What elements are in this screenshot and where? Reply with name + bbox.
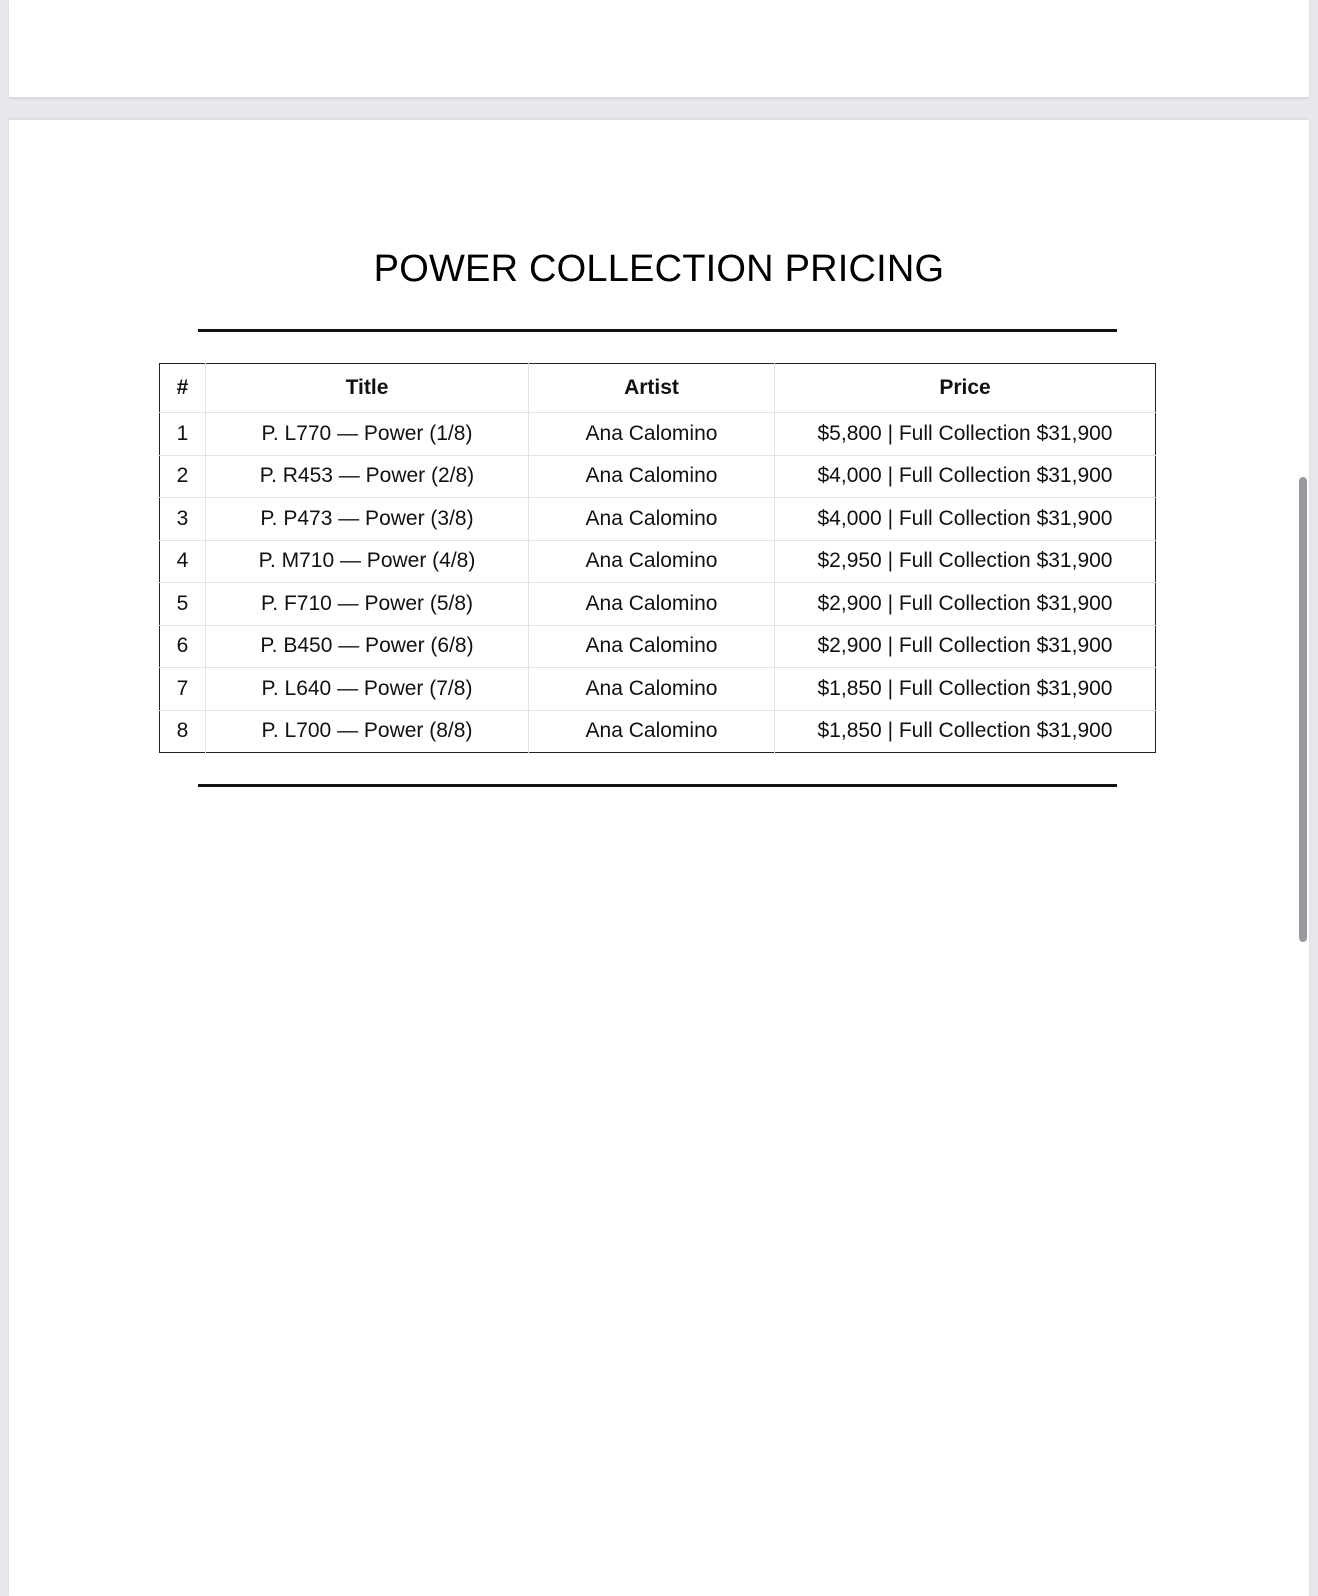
row-number: 3 [160,498,206,541]
row-price: $1,850 | Full Collection $31,900 [817,719,1113,743]
table-row [160,498,1156,541]
row-price: $2,900 | Full Collection $31,900 [775,625,1156,668]
row-number: 5 [160,583,206,626]
table-row [160,455,1156,498]
row-number: 6 [160,625,206,668]
row-artist: Ana Calomino [529,625,775,668]
row-number: 1 [160,413,206,456]
row-title: P. L770 — Power (1/8) [206,413,529,456]
page-title: POWER COLLECTION PRICING [373,248,945,290]
row-number: 7 [160,668,206,711]
row-title: P. F710 — Power (5/8) [206,583,529,626]
row-title: P. L700 — Power (8/8) [206,710,529,753]
row-price: $5,800 | Full Collection $31,900 [775,413,1156,456]
row-price: $2,900 | Full Collection $31,900 [775,583,1156,626]
row-price: $2,950 | Full Collection $31,900 [775,540,1156,583]
table-row [160,583,1156,626]
row-number: 8 [160,710,206,753]
row-title: P. M710 — Power (4/8) [206,540,529,583]
row-title: P. R453 — Power (2/8) [206,455,529,498]
top-divider [198,329,1117,332]
row-artist: Ana Calomino [529,710,775,753]
row-price: $1,850 | Full Collection $31,900 [775,668,1156,711]
row-number: 4 [160,540,206,583]
row-number: 2 [160,455,206,498]
header-title: Title [206,364,529,413]
row-price: $4,000 | Full Collection $31,900 [775,455,1156,498]
row-title: P. L640 — Power (7/8) [206,668,529,711]
table-row [160,710,1156,753]
table-row [160,413,1156,456]
vertical-scrollbar[interactable] [1299,477,1307,942]
pricing-table [159,363,1156,753]
row-artist: Ana Calomino [529,455,775,498]
row-price: $4,000 | Full Collection $31,900 [775,498,1156,541]
row-title: P. B450 — Power (6/8) [206,625,529,668]
row-artist: Ana Calomino [529,498,775,541]
header-price: Price [775,364,1156,413]
previous-page [9,0,1309,97]
row-artist: Ana Calomino [529,668,775,711]
table-row [160,625,1156,668]
bottom-divider [198,784,1117,787]
header-artist: Artist [529,364,775,413]
table-row [160,540,1156,583]
header-number: # [160,364,206,413]
table-header-row [160,364,1156,413]
row-artist: Ana Calomino [529,413,775,456]
row-title: P. P473 — Power (3/8) [206,498,529,541]
row-artist: Ana Calomino [529,583,775,626]
row-artist: Ana Calomino [529,540,775,583]
document-page [9,120,1309,1596]
table-row [160,668,1156,711]
